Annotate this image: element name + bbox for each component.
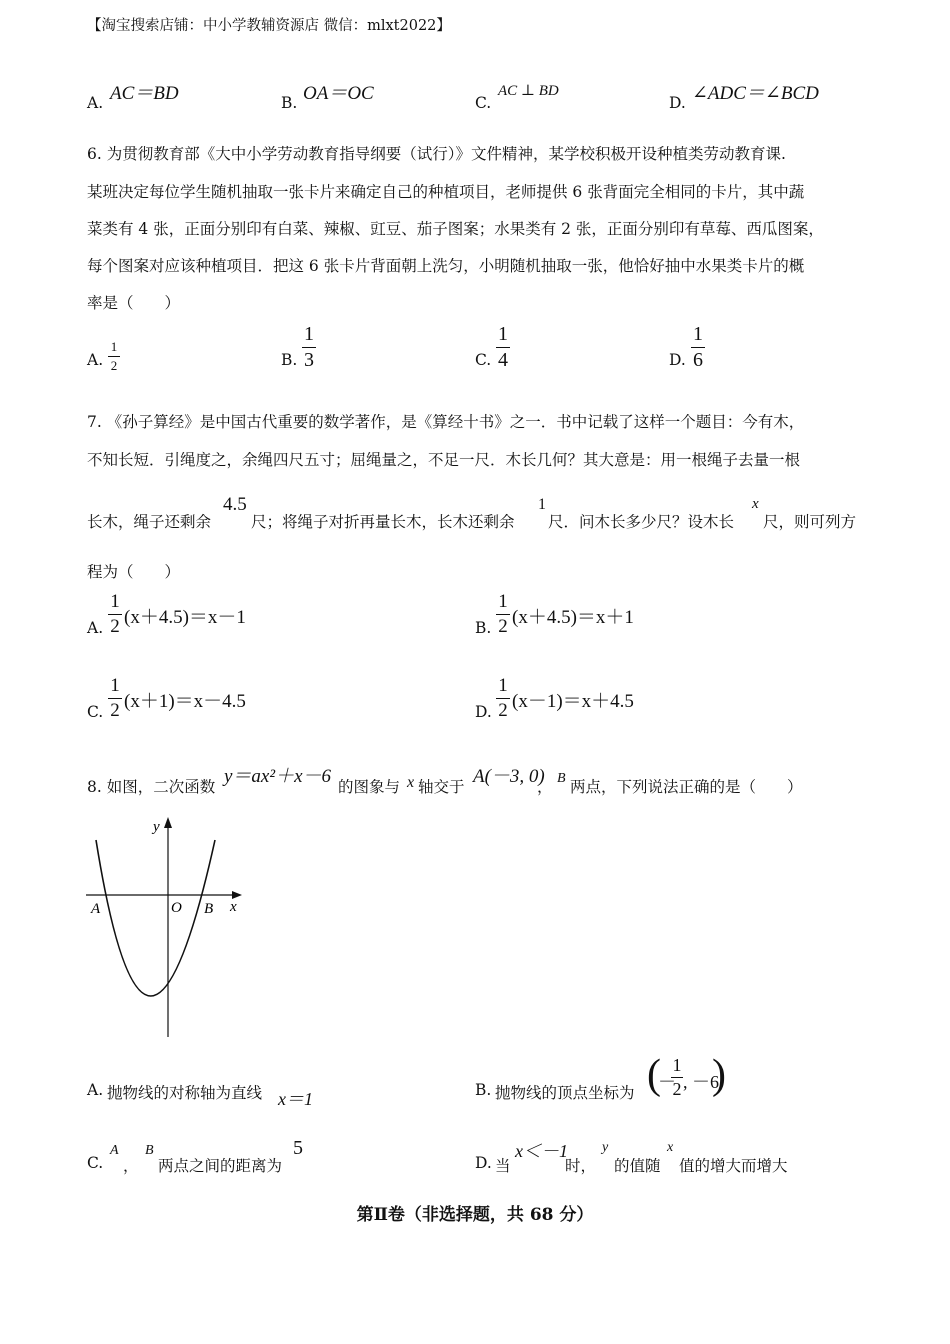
- q5-option-d-expr: ∠ADC＝∠BCD: [692, 83, 819, 104]
- q5-option-c-expr: AC ⊥ BD: [498, 83, 559, 99]
- q8-x-var: x: [407, 774, 415, 791]
- q8-option-a-letter: A.: [87, 1081, 104, 1099]
- q7-option-b-fraction: 1 2: [496, 591, 510, 638]
- parabola-graph: [80, 812, 255, 1044]
- q8-mid: 的图象与: [338, 778, 401, 796]
- q5-option-d-letter: D.: [669, 94, 686, 112]
- q8-mid2: 轴交于: [418, 778, 465, 796]
- graph-label-a: A: [91, 901, 101, 917]
- q6-option-c-fraction: 1 4: [498, 323, 508, 371]
- q8-option-c-value: 5: [293, 1137, 303, 1159]
- q7-option-d-letter: D.: [475, 703, 492, 721]
- q8-option-b-minus: －: [658, 1072, 676, 1092]
- q7-option-b-expr: (x＋4.5)＝x＋1: [512, 607, 634, 628]
- q8-option-c-point-a: A: [110, 1143, 119, 1158]
- q6-option-b-letter: B.: [281, 351, 298, 369]
- q7-var-x: x: [752, 496, 759, 512]
- q8-option-a-expr: x＝1: [278, 1089, 313, 1109]
- q8-option-d-t3: 值的增大而增大: [679, 1157, 788, 1175]
- q5-option-a-letter: A.: [87, 94, 104, 112]
- q7-line-3c: 尺．问木长多少尺？设木长: [548, 513, 735, 531]
- header-banner: 【淘宝搜索店铺：中小学教辅资源店 微信：mlxt2022】: [87, 18, 451, 34]
- q6-option-a-letter: A.: [87, 351, 104, 369]
- q7-option-b-letter: B.: [475, 619, 492, 637]
- graph-label-b: B: [204, 901, 214, 917]
- q8-option-b-fraction: 1 2: [672, 1055, 682, 1099]
- q8-option-b-tail: , －6: [683, 1072, 719, 1092]
- q7-value-1: 1: [538, 496, 546, 513]
- q7-line-4: 程为（ ）: [87, 563, 181, 581]
- q8-option-b-text: 抛物线的顶点坐标为: [495, 1084, 635, 1102]
- q8-option-d-pre: 当: [495, 1157, 511, 1175]
- q8-suffix: 两点，下列说法正确的是（ ）: [570, 778, 803, 796]
- q8-option-c-point-b: B: [145, 1143, 154, 1158]
- q5-option-b-letter: B.: [281, 94, 298, 112]
- q6-option-d-fraction: 1 6: [693, 323, 703, 371]
- q8-option-d-x: x: [667, 1140, 674, 1155]
- q7-option-d-expr: (x－1)＝x＋4.5: [512, 691, 634, 712]
- q8-option-b-letter: B.: [475, 1081, 492, 1099]
- q7-option-c-fraction: 1 2: [108, 675, 122, 722]
- q8-option-c-sep: ，: [123, 1157, 139, 1175]
- q5-option-b-expr: OA＝OC: [303, 83, 374, 104]
- q6-option-c-letter: C.: [475, 351, 492, 369]
- q8-prefix: 8. 如图，二次函数: [87, 778, 216, 796]
- q6-line-1: 6. 为贯彻教育部《大中小学劳动教育指导纲要（试行）》文件精神，某学校积极开设种植类劳动教育课.: [87, 145, 786, 163]
- q6-line-3: 菜类有 4 张，正面分别印有白菜、辣椒、豇豆、茄子图案；水果类有 2 张，正面分别印有草莓、西瓜图案，: [87, 220, 824, 238]
- q7-line-3b: 尺；将绳子对折再量长木，长木还剩余: [251, 513, 515, 531]
- q7-line-3d: 尺，则可列方: [763, 513, 857, 531]
- section-2-title: 第Ⅱ卷（非选择题，共 68 分）: [356, 1205, 594, 1225]
- q7-option-a-fraction: 1 2: [108, 591, 122, 638]
- q6-line-4: 每个图案对应该种植项目．把这 6 张卡片背面朝上洗匀，小明随机抽取一张，他恰好抽中水果类卡片的概: [87, 257, 805, 275]
- q6-line-2: 某班决定每位学生随机抽取一张卡片来确定自己的种植项目，老师提供 6 张背面完全相同的卡片，其中蔬: [87, 183, 805, 201]
- q8-option-b-right-paren: ): [712, 1052, 726, 1098]
- q6-option-d-letter: D.: [669, 351, 686, 369]
- q8-option-d-y: y: [602, 1140, 609, 1155]
- q8-option-c-letter: C.: [87, 1154, 104, 1172]
- q8-function: y＝ax²＋x－6: [224, 766, 331, 787]
- q5-option-c-letter: C.: [475, 94, 492, 112]
- q6-line-5: 率是（ ）: [87, 294, 181, 312]
- graph-label-o: O: [171, 900, 182, 916]
- q8-option-d-t1: 时，: [565, 1157, 597, 1175]
- q7-value-4-5: 4.5: [223, 494, 247, 515]
- q5-option-a-expr: AC＝BD: [110, 83, 179, 104]
- q6-option-a-fraction: 1 2: [108, 339, 120, 374]
- q7-line-2: 不知长短．引绳度之，余绳四尺五寸；屈绳量之，不足一尺．木长几何？其大意是：用一根绳子去量一根: [87, 451, 801, 469]
- q7-option-a-expr: (x＋4.5)＝x－1: [124, 607, 246, 628]
- q7-option-d-fraction: 1 2: [496, 675, 510, 722]
- q7-line-1: 7. 《孙子算经》是中国古代重要的数学著作，是《算经十书》之一．书中记载了这样一个题目：今有木，: [87, 413, 805, 431]
- q8-point-b: B: [557, 771, 566, 786]
- q8-option-a-text: 抛物线的对称轴为直线: [107, 1084, 263, 1102]
- q8-option-b-left-paren: (: [647, 1052, 661, 1098]
- q8-option-d-condition: x＜－1: [515, 1141, 568, 1161]
- q7-option-c-letter: C.: [87, 703, 104, 721]
- graph-label-x: x: [230, 899, 237, 915]
- q7-option-a-letter: A.: [87, 619, 104, 637]
- graph-label-y: y: [153, 819, 160, 835]
- q8-option-c-text: 两点之间的距离为: [158, 1157, 283, 1175]
- q8-comma: ，: [537, 778, 553, 796]
- q8-option-d-t2: 的值随: [614, 1157, 661, 1175]
- q7-option-c-expr: (x＋1)＝x－4.5: [124, 691, 246, 712]
- q8-option-d-letter: D.: [475, 1154, 492, 1172]
- q8-point-a: A(－3, 0): [473, 766, 545, 787]
- q7-line-3a: 长木，绳子还剩余: [87, 513, 212, 531]
- q6-option-b-fraction: 1 3: [304, 323, 314, 371]
